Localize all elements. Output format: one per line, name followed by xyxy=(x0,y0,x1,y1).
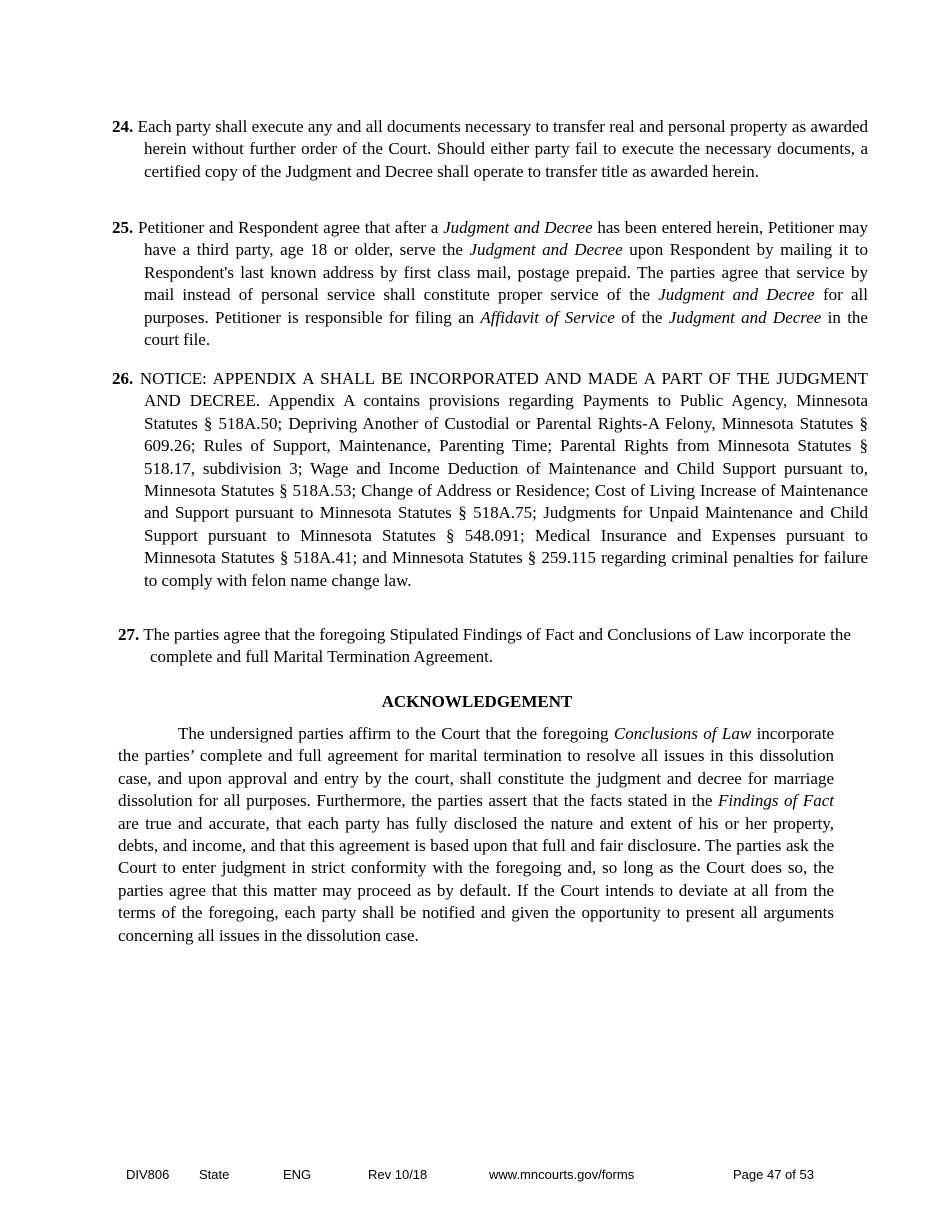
footer-url: www.mncourts.gov/forms xyxy=(489,1167,635,1182)
paragraph-text: Each party shall execute any and all documents necessary to transfer real and personal property as awarded herein without further order of the Court. Should either party fail to execute the necessary documents, a certified copy of the Judgment and Decree shall operate to transfer title as awarded herein. xyxy=(133,117,868,181)
paragraph-24 xyxy=(112,116,868,183)
paragraph-emphasis: Judgment and Decree xyxy=(658,285,815,305)
paragraph-26 xyxy=(112,368,868,592)
paragraph-number: 27. xyxy=(118,625,140,644)
acknowledgement-body xyxy=(118,723,834,947)
acknowledgement-text: The undersigned parties affirm to the Court that the foregoing xyxy=(178,724,614,743)
paragraph-text: The parties agree that the foregoing Stipulated Findings of Fact and Conclusions of Law incorporate the complete and full Marital Termination Agreement. xyxy=(139,625,851,667)
paragraph-number: 26. xyxy=(112,369,134,388)
acknowledgement-emphasis: Findings of Fact xyxy=(718,791,834,811)
footer-page-number: Page 47 of 53 xyxy=(733,1167,814,1182)
paragraph-text: upon Respondent by mailing it to Respondent's last known address by first class mail, postage prepaid. The parties agree that service by mail instead of personal service shall constitute proper service of the xyxy=(144,240,868,305)
paragraph-emphasis: Judgment and Decree xyxy=(668,307,822,327)
paragraph-25 xyxy=(112,217,868,351)
acknowledgement-text: incorporate the parties’ complete and full agreement for marital termination to resolve all issues in this dissolution case, and upon approval and entry by the court, shall constitute the judgment and decree for marriage dissolution for all purposes. Furthermore, the parties assert that the facts stated in the xyxy=(118,724,834,811)
paragraph-emphasis: Judgment and Decree xyxy=(443,218,593,237)
page-footer xyxy=(0,1167,950,1185)
paragraph-number: 24. xyxy=(112,117,134,136)
acknowledgement-text: are true and accurate, that each party has fully disclosed the nature and extent of his or her property, debts, and income, and that this agreement is based upon that full and fair disclosure. The parties ask the Court to enter judgment in strict conformity with the foregoing and, so long as the Court does so, the parties agree that this matter may proceed as by default. If the Court intends to deviate at all from the terms of the foregoing, each party shall be notified and given the opportunity to present all arguments concerning all issues in the dissolution case. xyxy=(118,813,834,945)
paragraph-27 xyxy=(118,624,868,669)
footer-form-code: DIV806 xyxy=(126,1167,170,1182)
paragraph-text: for all purposes. Petitioner is responsible for filing an xyxy=(144,285,868,327)
footer-state: State xyxy=(199,1167,230,1182)
paragraph-text: NOTICE: APPENDIX A SHALL BE INCORPORATED AND MADE A PART OF THE JUDGMENT AND DECREE. Appendix A contains provisions regarding Payments to Public Agency, Minnesota Statutes § 518A.50; Depriving Another of Custodial or Parental Rights-A Felony, Minnesota Statutes § 609.26; Rules of Support, Maintenance, Parenting Time; Parental Rights from Minnesota Statutes § 518.17, subdivision 3; Wage and Income Deduction of Maintenance and Child Support pursuant to, Minnesota Statutes § 518A.53; Change of Address or Residence; Cost of Living Increase of Maintenance and Support pursuant to Minnesota Statutes § 518A.75; Judgments for Unpaid Maintenance and Child Support pursuant to Minnesota Statutes § 548.091; Medical Insurance and Expenses pursuant to Minnesota Statutes § 518A.41; and Minnesota Statutes § 259.115 regarding criminal penalties for failure to comply with felon name change law. xyxy=(133,369,868,590)
paragraph-emphasis: Judgment and Decree xyxy=(469,240,623,260)
paragraph-emphasis: Affidavit of Service xyxy=(480,307,615,327)
paragraph-text: Petitioner and Respondent agree that after a xyxy=(133,218,444,237)
footer-revision: Rev 10/18 xyxy=(368,1167,428,1182)
acknowledgement-heading: ACKNOWLEDGEMENT xyxy=(381,692,573,711)
footer-language: ENG xyxy=(283,1167,312,1182)
paragraph-text: has been entered herein, Petitioner may have a third party, age 18 or older, serve the xyxy=(144,218,868,260)
acknowledgement-emphasis: Conclusions of Law xyxy=(613,724,752,743)
paragraph-number: 25. xyxy=(112,218,134,237)
paragraph-text: of the xyxy=(614,307,669,327)
paragraph-text: in the court file. xyxy=(144,307,868,350)
